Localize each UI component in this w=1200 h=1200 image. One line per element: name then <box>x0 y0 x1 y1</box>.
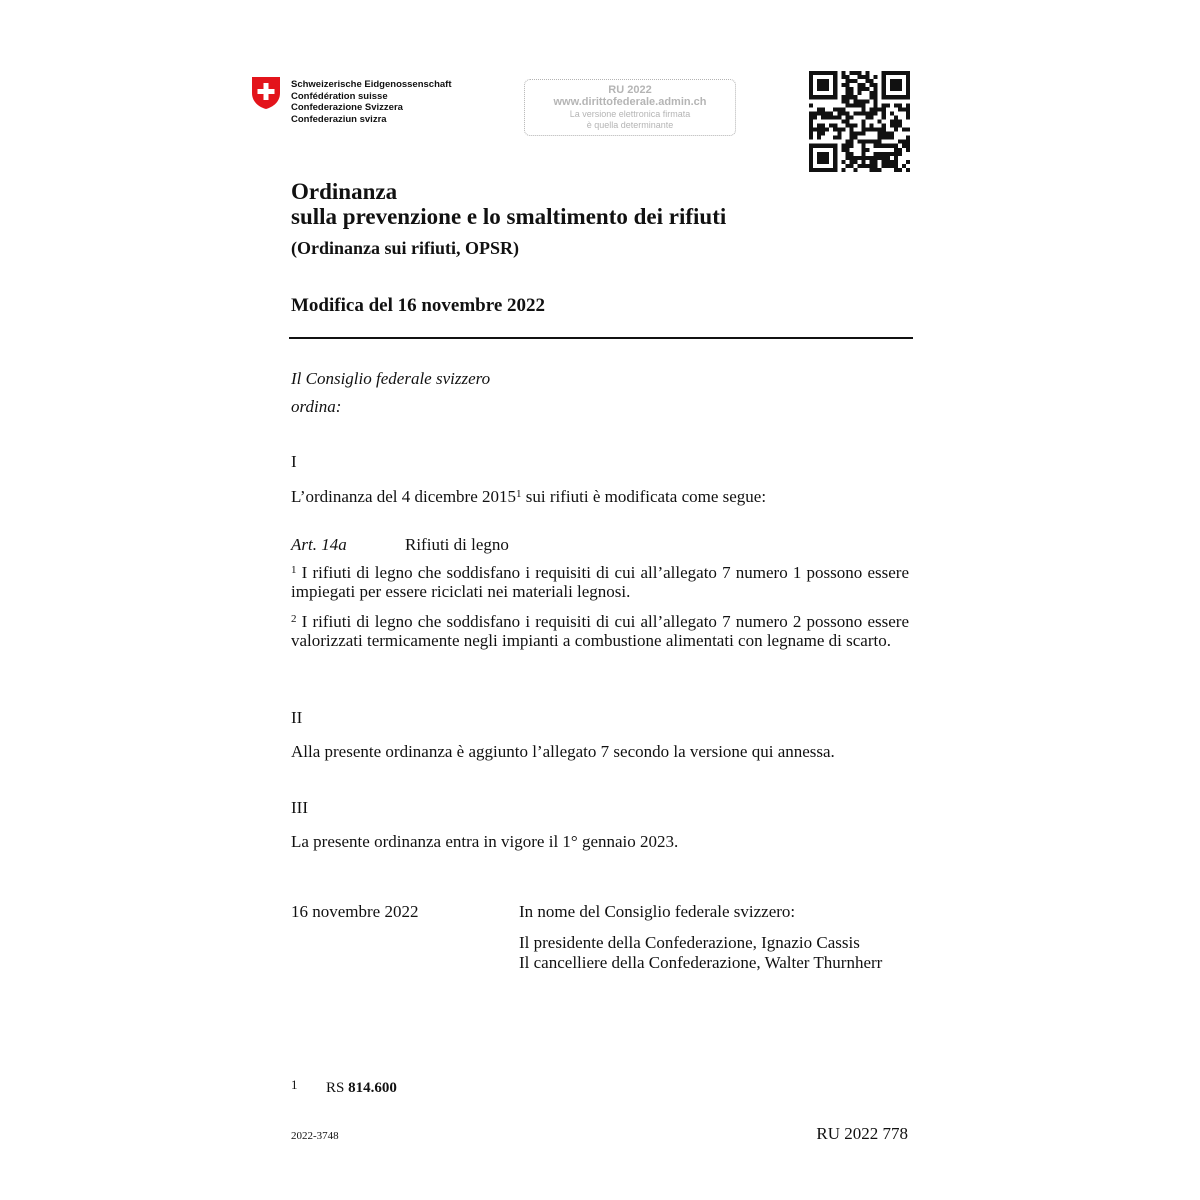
confederation-names <box>291 79 452 125</box>
stamp-line-signed: La versione elettronica firmata <box>569 109 691 119</box>
section-numeral-3: III <box>291 798 308 817</box>
modification-date: Modifica del 16 novembre 2022 <box>291 295 546 316</box>
confederation-name-rm: Confederaziun svizra <box>291 113 387 125</box>
swiss-cross-shield-icon <box>251 76 281 110</box>
footnote-prefix: RS <box>326 1080 349 1096</box>
section-3-text: La presente ordinanza entra in vigore il 1° gennaio 2023. <box>291 832 679 851</box>
paragraph-text: I rifiuti di legno che soddisfano i requisiti di cui all’allegato 7 numero 2 possono essere valorizzati termicamente negli impianti a combustione alimentati con legname di scarto. <box>291 612 909 650</box>
preamble-council: Il Consiglio federale svizzero <box>291 369 491 388</box>
electronic-version-stamp <box>524 79 736 136</box>
article-paragraph-1 <box>291 563 909 601</box>
document-title: Ordinanza <box>291 179 398 204</box>
confederation-name-de: Schweizerische Eidgenossenschaft <box>291 79 452 90</box>
intro-text-start: L’ordinanza del 4 dicembre 2015 <box>291 487 517 506</box>
stamp-line-ru: RU 2022 <box>608 84 652 96</box>
signature-chancellor: Il cancelliere della Confederazione, Walter Thurnherr <box>519 953 883 972</box>
article-paragraph-2 <box>291 612 909 650</box>
document-number: 2022-3748 <box>291 1130 339 1142</box>
article-title: Rifiuti di legno <box>405 535 509 554</box>
title-divider <box>289 337 913 339</box>
document-subtitle: sulla prevenzione e lo smaltimento dei rifiuti <box>291 204 727 229</box>
ru-reference: RU 2022 778 <box>816 1124 908 1143</box>
section-numeral-1: I <box>291 452 297 471</box>
confederation-name-fr: Confédération suisse <box>291 90 388 102</box>
stamp-line-url: www.dirittofederale.admin.ch <box>553 96 707 108</box>
preamble-ordina: ordina: <box>291 397 342 416</box>
paragraph-number: 2 <box>291 613 297 625</box>
paragraph-number: 1 <box>291 564 297 576</box>
footnote-ref[interactable]: 1 <box>516 488 522 500</box>
signature-president: Il presidente della Confederazione, Ignazio Cassis <box>519 933 860 952</box>
section-1-intro <box>291 487 766 506</box>
qr-code-icon <box>809 71 910 172</box>
signature-on-behalf: In nome del Consiglio federale svizzero: <box>519 902 796 921</box>
intro-text-end: sui rifiuti è modificata come segue: <box>521 487 767 506</box>
signature-date: 16 novembre 2022 <box>291 902 419 921</box>
section-2-text: Alla presente ordinanza è aggiunto l’allegato 7 secondo la versione qui annessa. <box>291 742 835 761</box>
footnote-text <box>326 1080 397 1097</box>
confederation-name-it: Confederazione Svizzera <box>291 102 403 114</box>
article-number: Art. 14a <box>291 535 347 554</box>
paragraph-text: I rifiuti di legno che soddisfano i requisiti di cui all’allegato 7 numero 1 possono essere impiegati per essere riciclati nei materiali legnosi. <box>291 563 909 601</box>
document-short-title: (Ordinanza sui rifiuti, OPSR) <box>291 238 520 258</box>
section-numeral-2: II <box>291 708 303 727</box>
stamp-line-authoritative: è quella determinante <box>586 120 674 130</box>
footnote-reference[interactable]: 814.600 <box>348 1080 397 1096</box>
footnote-number: 1 <box>291 1077 298 1092</box>
